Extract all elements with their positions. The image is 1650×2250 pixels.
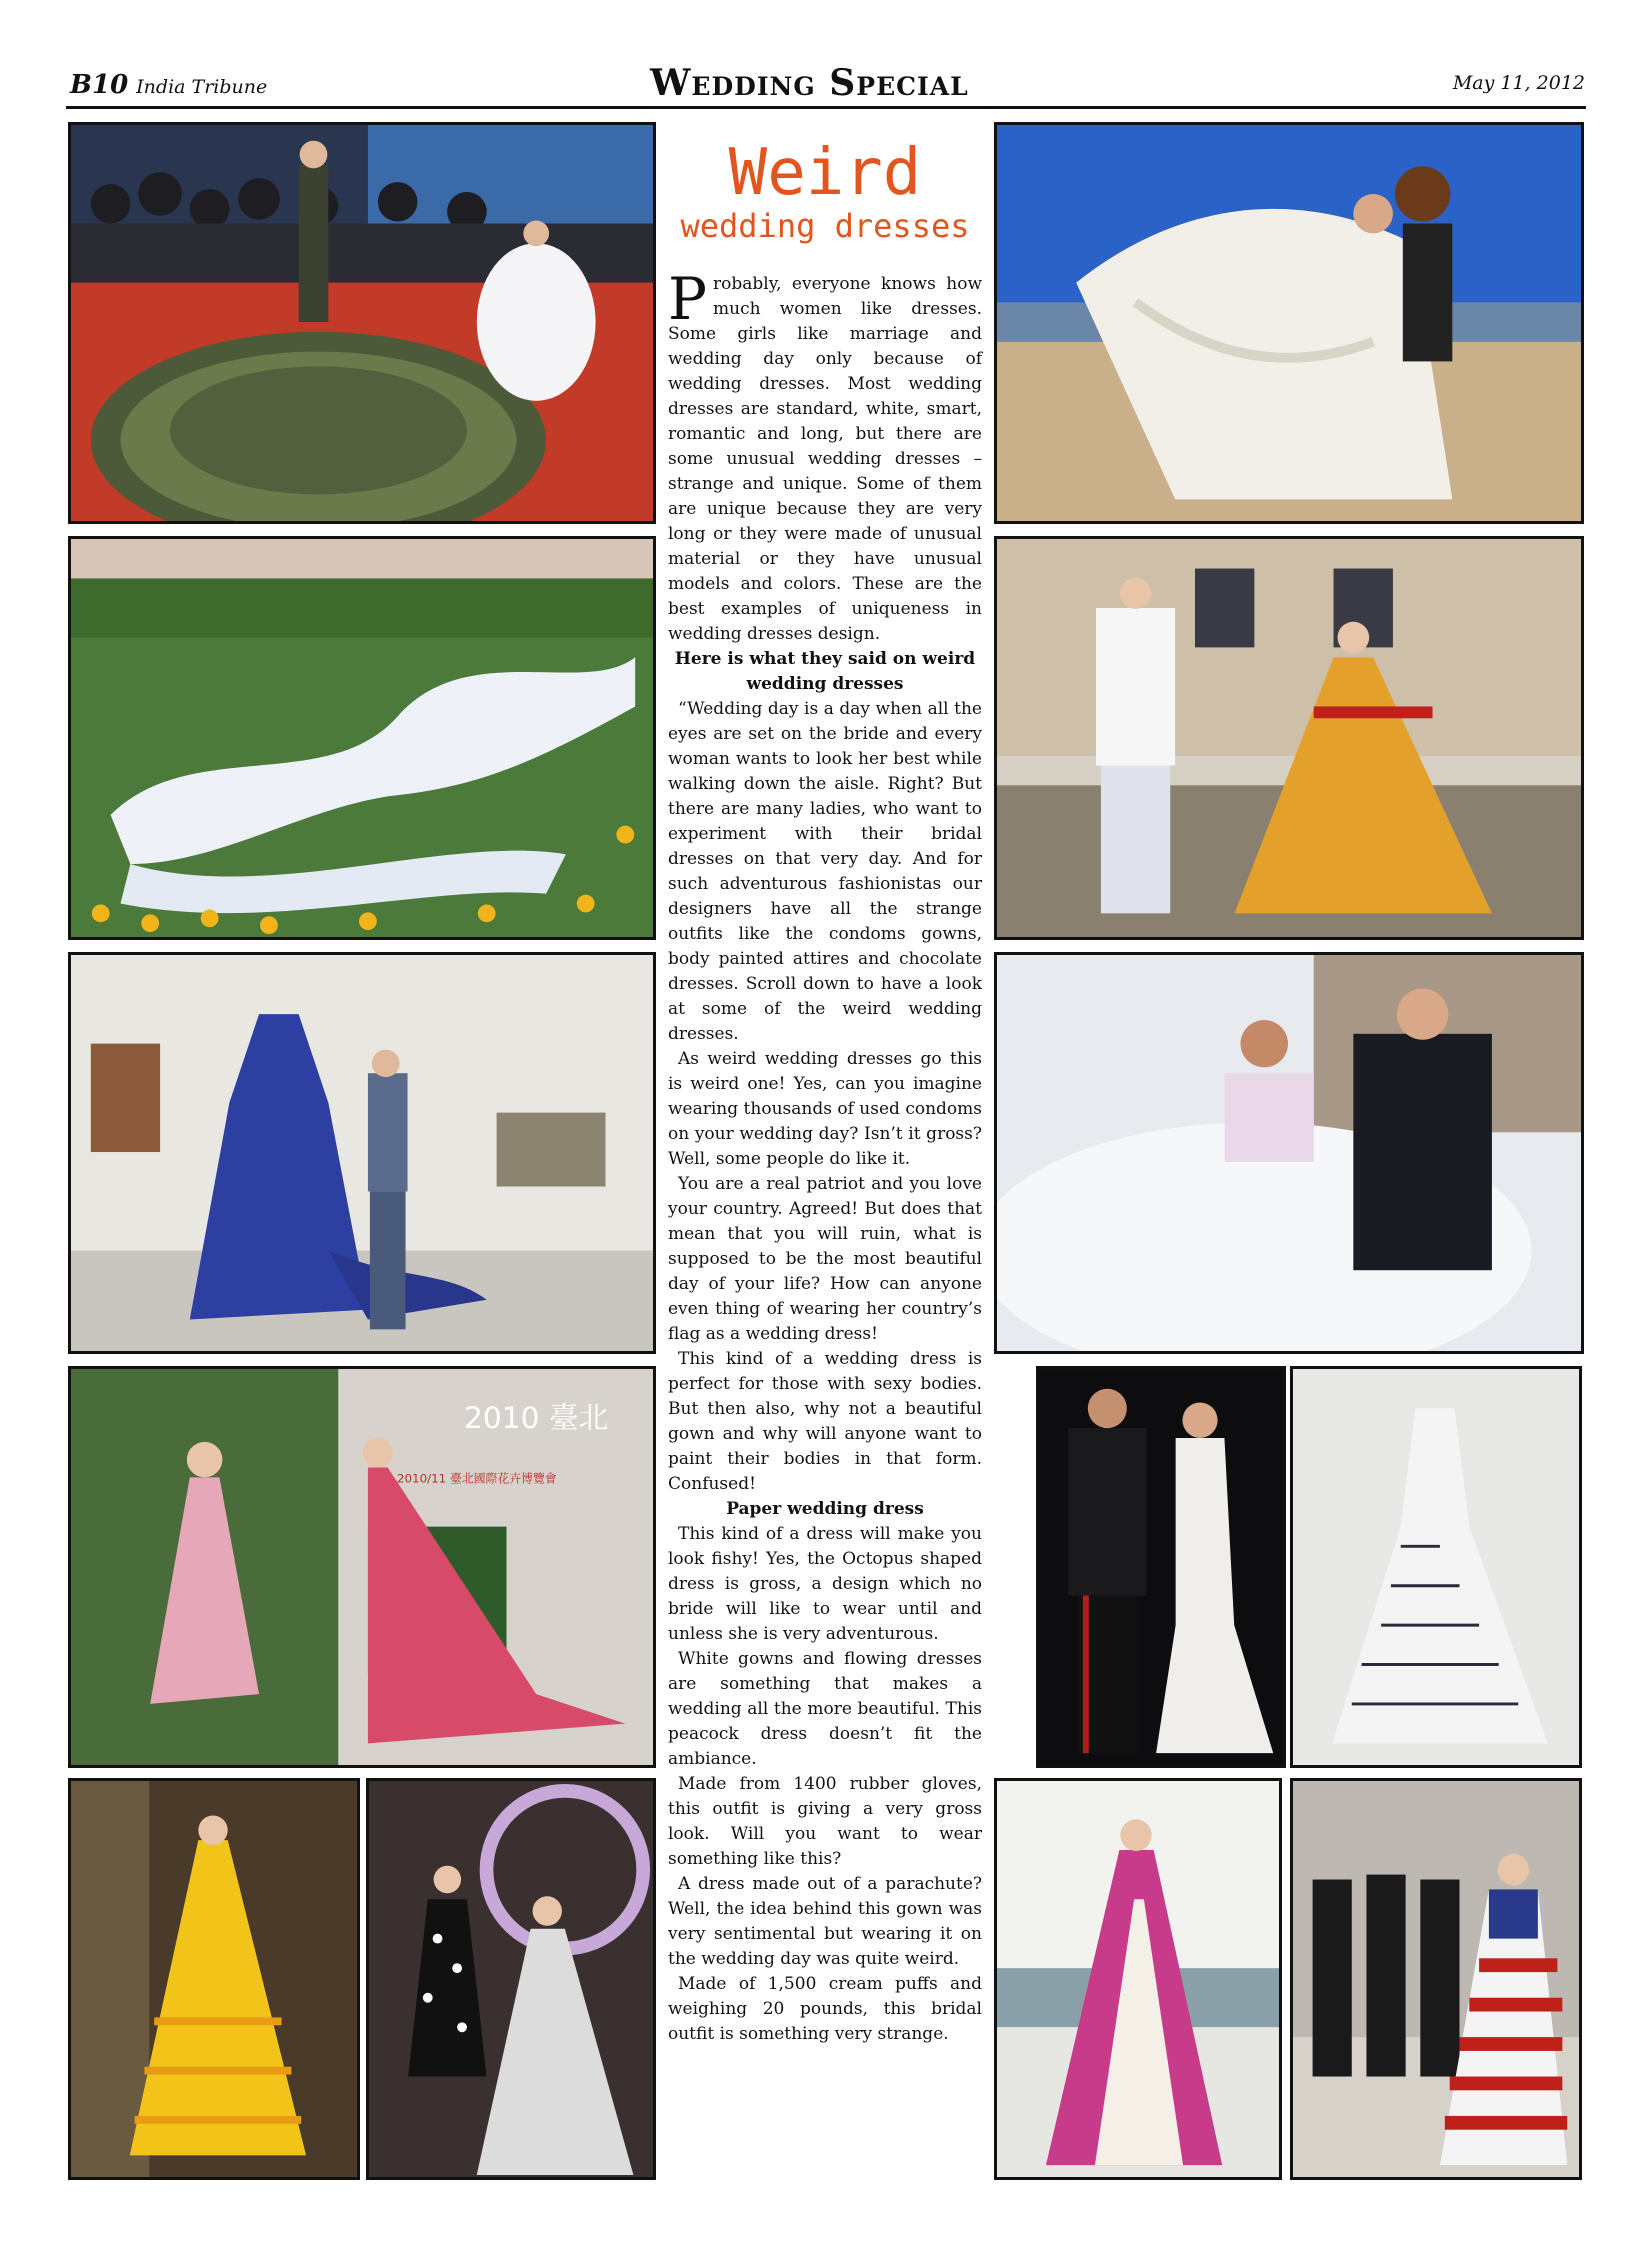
page-header — [70, 62, 1585, 110]
page-folio — [70, 70, 267, 100]
chrysanthemum-dress-photo — [994, 1778, 1282, 2180]
dropcap: P — [668, 265, 708, 333]
subhead-what-they-said: Here is what they said on weird wedding dresses — [674, 649, 976, 694]
paragraph-8: A dress made out of a parachute? Well, the idea behind this gown was very sentimental but wearing it on the wedding day was quite weird. — [668, 1874, 982, 1969]
sign-banner-text: 2010/11 臺北國際花卉博覽會 — [396, 1471, 557, 1486]
balloon-dress-photo — [366, 1778, 656, 2180]
paragraph-6: White gowns and flowing dresses are something that makes a wedding all the more beautiful. This peacock dress doesn’t fit the ambiance. — [668, 1649, 982, 1769]
paragraph-4: This kind of a wedding dress is perfect for those with sexy bodies. But then also, why not a beautiful gown and why will anyone want to paint their bodies in that form. Confused! — [668, 1349, 982, 1494]
paragraph-5: This kind of a dress will make you look fishy! Yes, the Octopus shaped dress is gross, a design which no bride will like to wear until and unless she is very adventurous. — [668, 1524, 982, 1644]
header-rule — [66, 106, 1586, 109]
article-title: Weird — [728, 136, 922, 210]
yellow-tiered-dress-photo — [68, 1778, 360, 2180]
paragraph-7: Made from 1400 rubber gloves, this outfit is giving a very gross look. Will you want to wear something like this? — [668, 1774, 982, 1869]
blue-flower-dress-photo — [68, 952, 656, 1354]
flower-dresses-photo — [68, 1366, 656, 1768]
peacock-dress-photo — [68, 122, 656, 524]
subhead-paper-dress: Paper wedding dress — [726, 1499, 924, 1519]
cream-puff-dress-photo — [994, 536, 1584, 940]
paragraph-2: As weird wedding dresses go this is weird one! Yes, can you imagine wearing thousands of used condoms on your wedding day? Isn’t it gross? Well, some people do like it. — [668, 1049, 982, 1169]
sunflower-dress-photo — [68, 536, 656, 940]
body-paint-photo — [1036, 1366, 1286, 1768]
section-title: Wedding Special — [650, 62, 969, 104]
paper-dress-photo — [1290, 1366, 1582, 1768]
paragraph-9: Made of 1,500 cream puffs and weighing 20 pounds, this bridal outfit is something very strange. — [668, 1974, 982, 2044]
paragraph-1: “Wedding day is a day when all the eyes are set on the bride and every woman wants to look her best while walking down the aisle. Right? But there are many ladies, who want to experiment with their bridal dresses on that very day. And for such adventurous fashionistas our designers have all the strange outfits like the condoms gowns, body painted attires and chocolate dresses. Scroll down to have a look at some of the weird wedding dresses. — [668, 699, 982, 1044]
article-subtitle: wedding dresses — [680, 207, 970, 245]
paragraph-3: You are a real patriot and you love your country. Agreed! But does that mean that you will ruin, what is supposed to be the most beautiful day of your life? How can anyone even thing of wearing her country’s flag as a wedding dress! — [668, 1174, 982, 1344]
article-body — [668, 265, 982, 2047]
flag-dress-photo — [1290, 1778, 1582, 2180]
page-number: B10 — [70, 70, 129, 100]
big-white-gown-photo — [994, 952, 1584, 1354]
article — [668, 130, 982, 2210]
issue-date: May 11, 2012 — [1452, 72, 1585, 94]
sign-2010-text: 2010 臺北 — [464, 1401, 609, 1436]
intro-text: robably, everyone knows how much women like dresses. Some girls like marriage and wedding day only because of wedding dresses. Most wedding dresses are standard, white, smart, romantic and long, but there are some unusual wedding dresses – strange and unique. Some of them are unique because they are very long or they were made of unusual material or they have unusual models and colors. These are the best examples of uniqueness in wedding dresses design. — [668, 274, 982, 644]
publication-name: India Tribune — [136, 76, 268, 98]
glove-dress-photo — [994, 122, 1584, 524]
intro-paragraph — [668, 265, 982, 647]
